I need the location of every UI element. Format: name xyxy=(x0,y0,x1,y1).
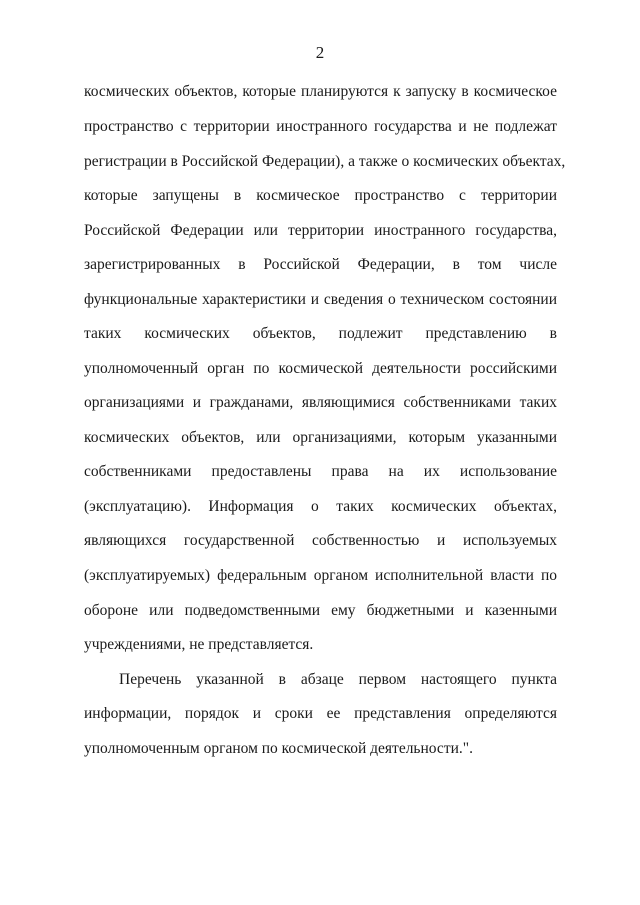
text-line: которые запущены в космическое пространство с территории xyxy=(84,187,557,204)
text-line: регистрации в Российской Федерации), а также о космических объектах, xyxy=(84,153,566,170)
text-line: информации, порядок и сроки ее представления определяются xyxy=(84,705,557,722)
text-line: являющихся государственной собственностью и используемых xyxy=(84,532,557,549)
text-line: уполномоченным органом по космической деятельности.". xyxy=(84,740,473,757)
text-line: функциональные характеристики и сведения о техническом состоянии xyxy=(84,291,557,308)
text-line: Перечень указанной в абзаце первом настоящего пункта xyxy=(119,671,557,688)
text-line: пространство с территории иностранного государства и не подлежат xyxy=(84,118,557,135)
text-line: (эксплуатируемых) федеральным органом исполнительной власти по xyxy=(84,567,557,584)
text-line: зарегистрированных в Российской Федерации, в том числе xyxy=(84,256,557,273)
text-line: таких космических объектов, подлежит представлению в xyxy=(84,325,557,342)
text-line: космических объектов, или организациями, которым указанными xyxy=(84,429,557,446)
text-line: собственниками предоставлены права на их использование xyxy=(84,463,557,480)
text-line: организациями и гражданами, являющимися собственниками таких xyxy=(84,394,557,411)
text-line: Российской Федерации или территории иностранного государства, xyxy=(84,222,557,239)
text-line: (эксплуатацию). Информация о таких космических объектах, xyxy=(84,498,557,515)
text-line: космических объектов, которые планируются к запуску в космическое xyxy=(84,83,557,100)
text-line: уполномоченный орган по космической деятельности российскими xyxy=(84,360,557,377)
text-line: учреждениями, не представляется. xyxy=(84,636,314,653)
text-line: обороне или подведомственными ему бюджетными и казенными xyxy=(84,602,557,619)
page-number: 2 xyxy=(315,43,325,62)
